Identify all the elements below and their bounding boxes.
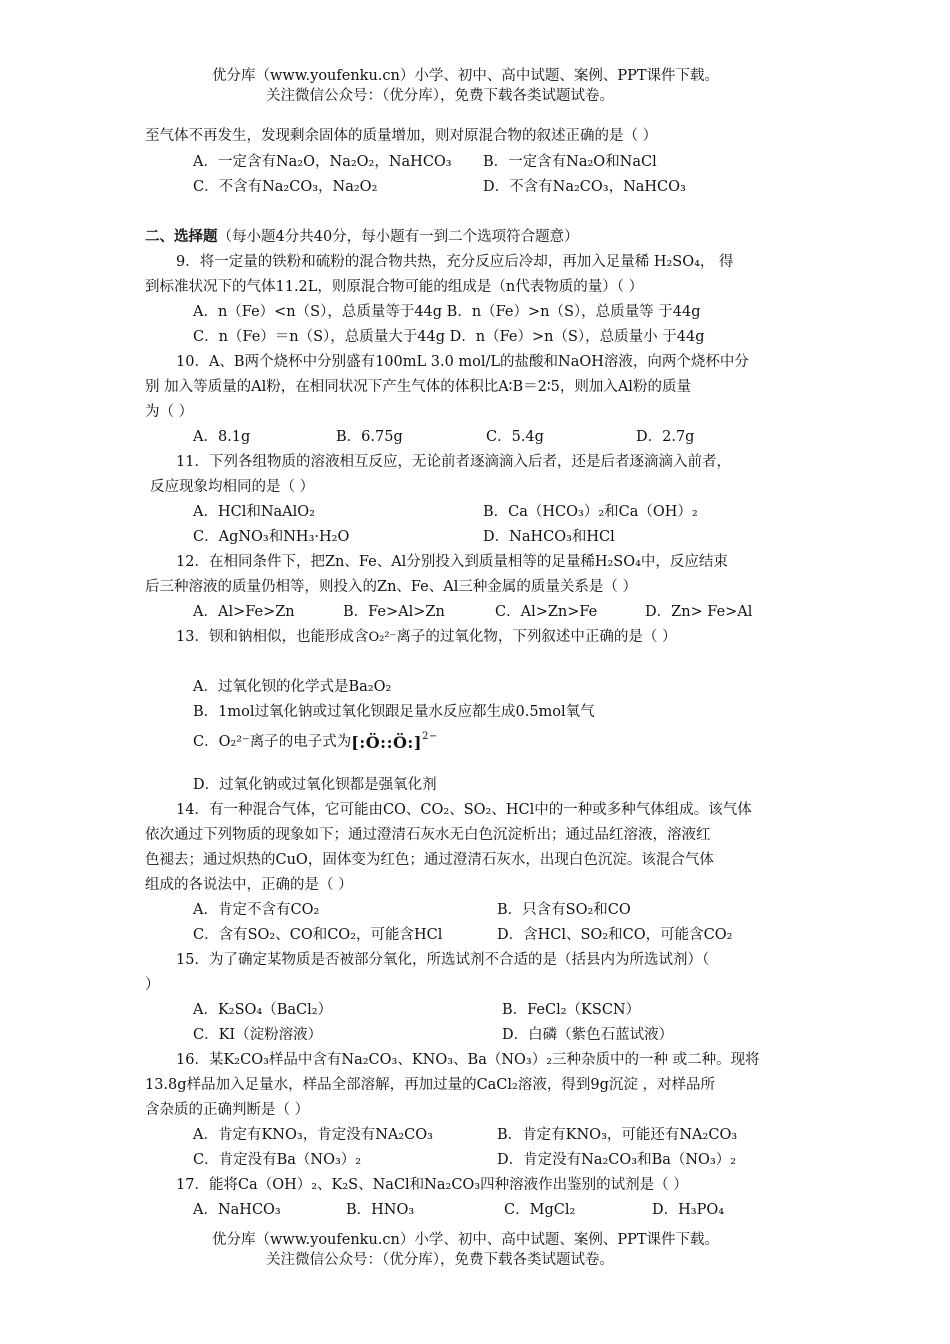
q13-line-1 bbox=[176, 627, 677, 648]
q16-line-1: 16．某K₂CO₃样品中含有Na₂CO₃、KNO₃、Ba（NO₃）₂三种杂质中的一种 或二种。现将 bbox=[176, 1052, 760, 1068]
q11-line-2: 反应现象均相同的是（ ） bbox=[150, 479, 315, 495]
q12-line-2: 后三种溶液的质量仍相等，则投入的Zn、Fe、Al三种金属的质量关系是（ ） bbox=[145, 579, 637, 595]
section-heading bbox=[145, 227, 579, 247]
q12-option-a: A．Al>Fe>Zn bbox=[193, 604, 295, 620]
q13-text-b: 离子的过氧化物，下列叙述中正确的是（ ） bbox=[396, 629, 677, 645]
q10-option-a: A．8.1g bbox=[193, 429, 251, 445]
q10-option-b: B．6.75g bbox=[336, 429, 403, 445]
q10-line-3: 为（ ） bbox=[145, 404, 194, 420]
q9-options-ab: A．n（Fe）<n（S），总质量等于44g B．n（Fe）>n（S），总质量等 于44g bbox=[193, 304, 701, 320]
q8-option-b: B．一定含有Na₂O和NaCl bbox=[483, 154, 657, 170]
q13-ion: O₂²⁻ bbox=[368, 630, 397, 645]
q8-text: 至气体不再发生，发现剩余固体的质量增加，则对原混合物的叙述正确的是（ ） bbox=[145, 128, 658, 144]
section-note: （每小题4分共40分，每小题有一到二个选项符合题意） bbox=[217, 229, 579, 245]
q15-line-2: ） bbox=[145, 977, 160, 993]
electron-formula-body: [:Ö::Ö:] bbox=[351, 733, 422, 752]
electron-formula-charge: 2− bbox=[422, 731, 438, 742]
q15-option-d: D．白磷（紫色石蓝试液） bbox=[502, 1027, 674, 1043]
q15-option-a: A．K₂SO₄（BaCl₂） bbox=[193, 1002, 333, 1018]
q16-option-d: D．肯定没有Na₂CO₃和Ba（NO₃）₂ bbox=[497, 1152, 737, 1168]
q10-option-c: C．5.4g bbox=[486, 429, 544, 445]
q17-option-c: C．MgCl₂ bbox=[504, 1202, 576, 1218]
q14-line-3: 色褪去；通过炽热的CuO，固体变为红色；通过澄清石灰水，出现白色沉淀。该混合气体 bbox=[145, 852, 714, 868]
q13-text-a: 13．钡和钠相似，也能形成含 bbox=[176, 629, 369, 645]
q13-option-a: A．过氧化钡的化学式是Ba₂O₂ bbox=[193, 679, 392, 695]
q17-line-1: 17．能将Ca（OH）₂、K₂S、NaCl和Na₂CO₃四种溶液作出鉴别的试剂是（ ） bbox=[176, 1177, 688, 1193]
header-line-1: 优分库（www.youfenku.cn）小学、初中、高中试题、案例、PPT课件下载。 bbox=[212, 68, 720, 84]
section-title: 二、选择题 bbox=[145, 228, 218, 245]
q17-option-b: B．HNO₃ bbox=[346, 1202, 415, 1218]
q8-option-a: A．一定含有Na₂O，Na₂O₂，NaHCO₃ bbox=[193, 154, 452, 170]
q9-line-2: 到标准状况下的气体11.2L，则原混合物可能的组成是（n代表物质的量）（ ） bbox=[145, 279, 644, 295]
q16-option-b: B．肯定有KNO₃，可能还有NA₂CO₃ bbox=[497, 1127, 738, 1143]
q11-option-d: D．NaHCO₃和HCl bbox=[483, 529, 615, 545]
q15-option-c: C．KI（淀粉溶液） bbox=[193, 1027, 323, 1043]
q13-option-c-text: C．O₂²⁻离子的电子式为 bbox=[193, 734, 352, 750]
q16-option-c: C．肯定没有Ba（NO₃）₂ bbox=[193, 1152, 362, 1168]
q11-option-b: B．Ca（HCO₃）₂和Ca（OH）₂ bbox=[483, 504, 698, 520]
q9-line-1: 9．将一定量的铁粉和硫粉的混合物共热，充分反应后冷却，再加入足量稀 H₂SO₄， 得 bbox=[176, 254, 734, 270]
q13-option-d: D．过氧化钠或过氧化钡都是强氧化剂 bbox=[193, 777, 437, 793]
q8-option-d: D．不含有Na₂CO₃，NaHCO₃ bbox=[483, 179, 686, 195]
q17-option-d: D．H₃PO₄ bbox=[652, 1202, 725, 1218]
q17-option-a: A．NaHCO₃ bbox=[193, 1202, 281, 1218]
q16-line-2: 13.8g样品加入足量水，样品全部溶解，再加过量的CaCl₂溶液，得到9g沉淀 ，对样品所 bbox=[145, 1077, 715, 1093]
q15-option-b: B．FeCl₂（KSCN） bbox=[502, 1002, 641, 1018]
q9-options-cd: C．n（Fe）＝n（S），总质量大于44g D．n（Fe）>n（S），总质量小 于44g bbox=[193, 329, 705, 345]
q12-option-b: B．Fe>Al>Zn bbox=[343, 604, 445, 620]
q15-line-1: 15．为了确定某物质是否被部分氧化，所选试剂不合适的是（括县内为所选试剂）（ bbox=[176, 952, 710, 968]
q8-option-c: C．不含有Na₂CO₃，Na₂O₂ bbox=[193, 179, 378, 195]
q10-line-1: 10．A、B两个烧杯中分别盛有100mL 3.0 mol/L的盐酸和NaOH溶液，向两个烧杯中分 bbox=[176, 354, 749, 370]
q11-option-c: C．AgNO₃和NH₃·H₂O bbox=[193, 529, 350, 545]
q14-option-b: B．只含有SO₂和CO bbox=[497, 902, 631, 918]
q16-line-3: 含杂质的正确判断是（ ） bbox=[145, 1102, 310, 1118]
q11-line-1: 11．下列各组物质的溶液相互反应，无论前者逐滴滴入后者，还是后者逐滴滴入前者， bbox=[176, 454, 731, 470]
header-line-2: 关注微信公众号：（优分库），免费下载各类试题试卷。 bbox=[266, 88, 614, 104]
q14-line-4: 组成的各说法中，正确的是（ ） bbox=[145, 877, 353, 893]
q12-line-1: 12．在相同条件下，把Zn、Fe、Al分别投入到质量相等的足量稀H₂SO₄中，反应结束 bbox=[176, 554, 728, 570]
footer-line-2: 关注微信公众号：（优分库），免费下载各类试题试卷。 bbox=[266, 1252, 614, 1268]
q14-line-1: 14．有一种混合气体，它可能由CO、CO₂、SO₂、HCl中的一种或多种气体组成。该气体 bbox=[176, 802, 752, 818]
q14-option-a: A．肯定不含有CO₂ bbox=[193, 902, 320, 918]
q10-option-d: D．2.7g bbox=[636, 429, 695, 445]
q13-option-c bbox=[193, 731, 438, 753]
footer-line-1: 优分库（www.youfenku.cn）小学、初中、高中试题、案例、PPT课件下载。 bbox=[212, 1232, 720, 1248]
q14-option-d: D．含HCl、SO₂和CO，可能含CO₂ bbox=[497, 927, 733, 943]
q11-option-a: A．HCl和NaAlO₂ bbox=[193, 504, 315, 520]
electron-formula bbox=[351, 731, 438, 753]
q12-option-c: C．Al>Zn>Fe bbox=[495, 604, 598, 620]
q10-line-2: 别 加入等质量的Al粉，在相同状况下产生气体的体积比A∶B＝2∶5，则加入Al粉的质量 bbox=[145, 379, 691, 395]
q16-option-a: A．肯定有KNO₃，肯定没有NA₂CO₃ bbox=[193, 1127, 433, 1143]
q14-option-c: C．含有SO₂、CO和CO₂，可能含HCl bbox=[193, 927, 443, 943]
q12-option-d: D．Zn> Fe>Al bbox=[645, 604, 753, 620]
q14-line-2: 依次通过下列物质的现象如下；通过澄清石灰水无白色沉淀析出；通过品红溶液，溶液红 bbox=[145, 827, 711, 843]
q13-option-b: B．1mol过氧化钠或过氧化钡跟足量水反应都生成0.5mol氧气 bbox=[193, 704, 595, 720]
